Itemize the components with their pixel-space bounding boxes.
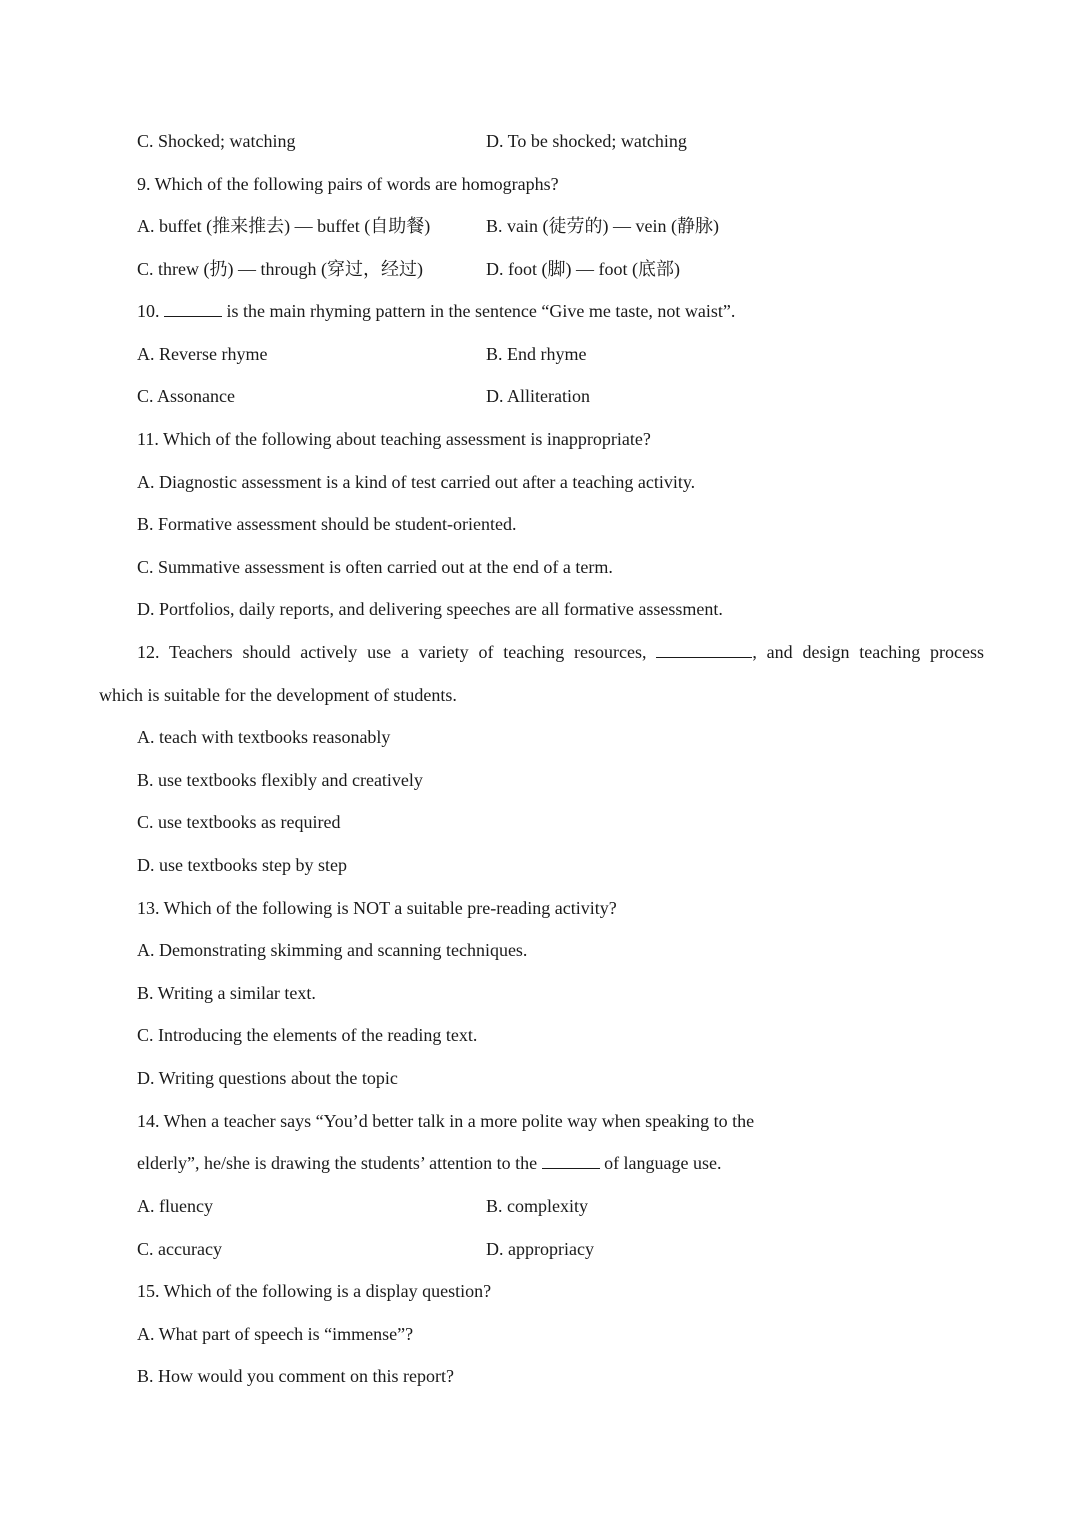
q14-option-c: C. accuracy: [137, 1239, 222, 1259]
q11-option-c: C. Summative assessment is often carried out at the end of a term.: [137, 557, 613, 577]
q15-option-b: B. How would you comment on this report?: [137, 1366, 454, 1386]
q8-option-c: C. Shocked; watching: [137, 131, 296, 151]
q12-option-c: C. use textbooks as required: [137, 812, 341, 832]
q9-option-c: C. threw (扔) — through (穿过，经过): [137, 259, 423, 279]
q12-option-a: A. teach with textbooks reasonably: [137, 727, 391, 747]
q12-stem-part1: 12. Teachers should actively use a variety of teaching resources,: [137, 642, 647, 662]
q14-stem-text-b: of language use.: [604, 1153, 722, 1173]
q14-option-a: A. fluency: [137, 1196, 213, 1216]
q10-stem-text: is the main rhyming pattern in the sentence “Give me taste, not waist”.: [226, 301, 736, 321]
q13-stem: 13. Which of the following is NOT a suitable pre-reading activity?: [137, 898, 617, 918]
q11-stem: 11. Which of the following about teaching assessment is inappropriate?: [137, 429, 651, 449]
q13-option-d: D. Writing questions about the topic: [137, 1068, 398, 1088]
q12-stem-continued: which is suitable for the development of students.: [99, 685, 457, 705]
q9-option-d: D. foot (脚) — foot (底部): [486, 259, 680, 279]
q12-option-b: B. use textbooks flexibly and creatively: [137, 770, 423, 790]
q11-option-d: D. Portfolios, daily reports, and delivering speeches are all formative assessment.: [137, 599, 723, 619]
q14-blank: [542, 1152, 600, 1169]
q11-option-b: B. Formative assessment should be student-oriented.: [137, 514, 517, 534]
q9-option-a: A. buffet (推来推去) — buffet (自助餐): [137, 216, 431, 236]
q12-blank: [656, 641, 752, 658]
q15-stem: 15. Which of the following is a display question?: [137, 1281, 492, 1301]
q14-stem-line1: 14. When a teacher says “You’d better talk in a more polite way when speaking to the: [137, 1111, 755, 1131]
q12-option-d: D. use textbooks step by step: [137, 855, 347, 875]
q14-stem-text-a: elderly”, he/she is drawing the students’ attention to the: [137, 1153, 538, 1173]
q12-stem-part2: , and design teaching process: [752, 642, 985, 662]
q9-option-b: B. vain (徒劳的) — vein (静脉): [486, 216, 719, 236]
q14-option-b: B. complexity: [486, 1196, 588, 1216]
q10-option-b: B. End rhyme: [486, 344, 587, 364]
q10-stem: [137, 299, 735, 323]
q13-option-c: C. Introducing the elements of the reading text.: [137, 1025, 478, 1045]
q10-option-c: C. Assonance: [137, 386, 235, 406]
q14-option-d: D. appropriacy: [486, 1239, 594, 1259]
q11-option-a: A. Diagnostic assessment is a kind of test carried out after a teaching activity.: [137, 472, 696, 492]
q14-stem-line2: [137, 1151, 722, 1175]
q10-option-a: A. Reverse rhyme: [137, 344, 268, 364]
q15-option-a: A. What part of speech is “immense”?: [137, 1324, 414, 1344]
q10-number: 10.: [137, 301, 160, 321]
q8-option-d: D. To be shocked; watching: [486, 131, 687, 151]
q9-stem: 9. Which of the following pairs of words are homographs?: [137, 174, 559, 194]
q13-option-a: A. Demonstrating skimming and scanning techniques.: [137, 940, 528, 960]
q10-blank: [164, 300, 222, 317]
q13-option-b: B. Writing a similar text.: [137, 983, 316, 1003]
q10-option-d: D. Alliteration: [486, 386, 590, 406]
q12-stem: [137, 640, 984, 664]
